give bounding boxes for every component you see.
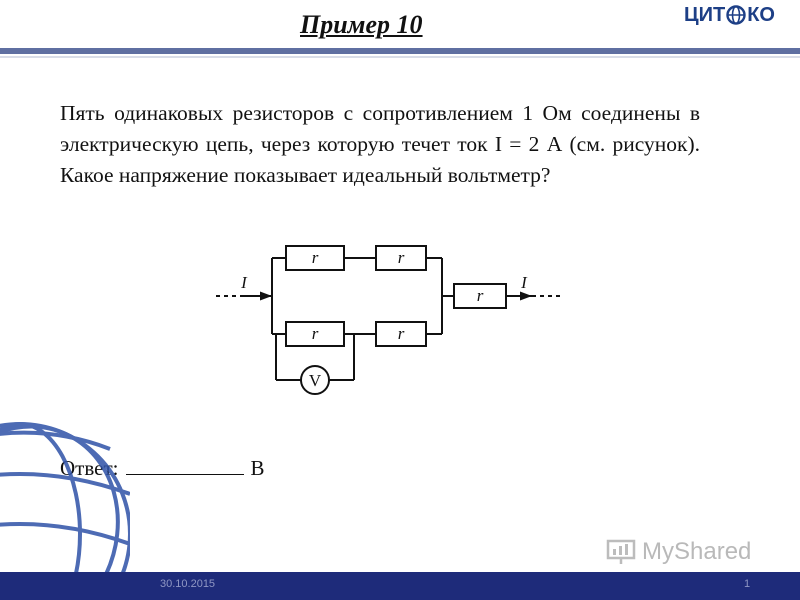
watermark-text: MyShared (642, 538, 752, 565)
answer-unit: В (250, 456, 265, 480)
resistor-label: r (311, 248, 319, 267)
logo-text-right: КО (747, 3, 775, 26)
resistor-label: r (397, 324, 405, 343)
current-arrow-in (260, 292, 272, 301)
current-label-out: I (521, 273, 527, 292)
voltmeter-label: V (308, 371, 322, 390)
presentation-icon (606, 539, 636, 565)
logo (684, 2, 775, 28)
page-number: 1 (744, 578, 751, 590)
circuit-diagram (210, 232, 570, 402)
decorative-globe-icon (0, 384, 130, 574)
answer-blank (126, 456, 244, 475)
slide-title: Пример 10 (300, 10, 423, 39)
watermark (606, 538, 751, 566)
resistor-label: r (476, 286, 484, 305)
globe-icon (726, 5, 746, 25)
current-arrow-out (520, 292, 532, 301)
footer-bar (0, 572, 800, 600)
resistor-label: r (397, 248, 405, 267)
logo-text-left: ЦИТ (684, 3, 726, 26)
resistor-label: r (311, 324, 319, 343)
problem-text: Пять одинаковых резисторов с сопротивлением 1 Ом соединены в электрическую цепь, через которую течет ток I = 2 А (см. рисунок). Какое напряжение показывает идеальный вольтметр? (60, 101, 700, 187)
current-label-in: I (241, 273, 247, 292)
header-rule-faint (0, 56, 800, 58)
answer-label: Ответ: (60, 456, 119, 480)
header-rule (0, 48, 800, 54)
footer-date: 30.10.2015 (160, 578, 216, 590)
